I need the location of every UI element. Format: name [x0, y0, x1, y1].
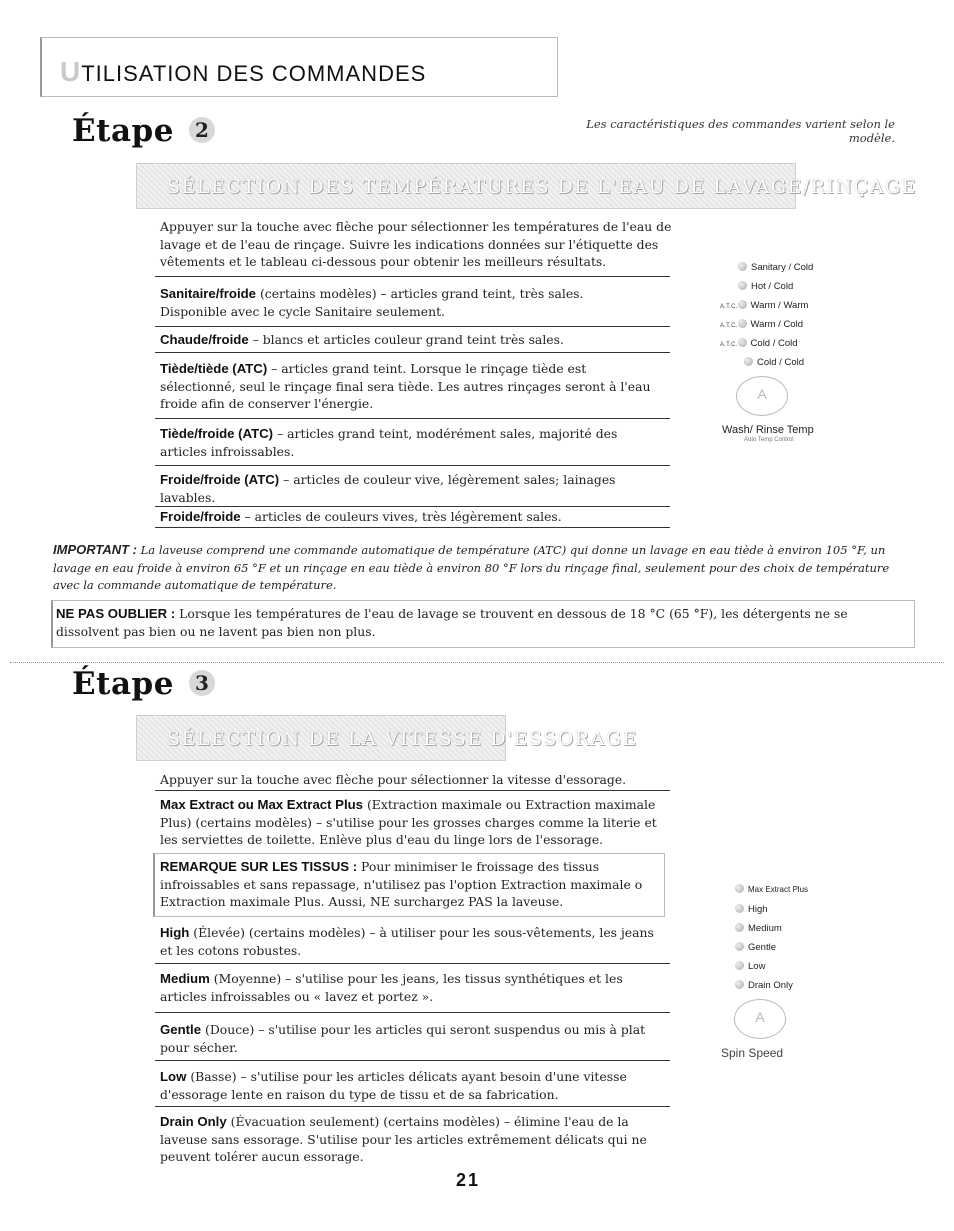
arrow-icon: A [757, 386, 767, 402]
divider [155, 276, 670, 277]
indicator-light-icon [735, 961, 744, 970]
fabric-note-text: Pour minimiser le froissage des tissus infroissables et sans repassage, n'utilisez pas l'option Extraction maximale o Extraction maximale Plus. Aussi, NE surchargez PAS la laveuse. [160, 859, 643, 909]
step3-intro: Appuyer sur la touche avec flèche pour sélectionner la vitesse d'essorage. [160, 772, 627, 787]
temp-item-sanitary [160, 285, 630, 320]
spin-option[interactable]: Low [735, 961, 765, 972]
divider [155, 418, 670, 419]
divider [155, 527, 670, 528]
item-desc: – articles de couleurs vives, très légèrement sales. [240, 509, 562, 524]
item-desc: (Moyenne) – s'utilise pour les jeans, les tissus synthétiques et les articles infroissables ou « lavez et portez ». [160, 971, 623, 1004]
page-number: 21 [456, 1170, 481, 1190]
temp-option[interactable]: A.T.C. Warm / Warm [720, 300, 809, 311]
indicator-light-icon [735, 884, 744, 893]
indicator-light-icon [735, 980, 744, 989]
step3-etape-label: Étape [72, 666, 174, 702]
item-term: Low [160, 1069, 187, 1084]
temp-option[interactable]: A.T.C. Warm / Cold [720, 319, 803, 330]
indicator-light-icon [735, 923, 744, 932]
item-desc: – blancs et articles couleur grand teint très sales. [248, 332, 564, 347]
item-desc: – articles grand teint. Lorsque le rinçage tiède est sélectionné, seul le rinçage final sera tiède. Les autres rinçages seront à l'eau froide afin de conserver l'énergie. [160, 361, 651, 411]
important-text: La laveuse comprend une commande automatique de température (ATC) qui donne un lavage en eau tiède à environ 105 °F, un lavage en eau froide à environ 65 °F et un rinçage en eau tiède à environ 80 °F lors du rinçage final, seulement pour des choix de température avec la commande automatique de température. [53, 543, 890, 592]
spin-item-high [160, 924, 665, 959]
item-term: Froide/froide (ATC) [160, 472, 280, 487]
item-desc: – articles grand teint, modérément sales, majorité des articles infroissables. [160, 426, 618, 459]
reminder-text: Lorsque les températures de l'eau de lavage se trouvent en dessous de 18 °C (65 °F), les détergents ne se dissolvent pas bien ou ne lavent pas bien non plus. [56, 606, 848, 639]
spin-option[interactable]: Medium [735, 923, 782, 934]
item-term: Drain Only [160, 1114, 227, 1129]
spin-speed-button[interactable] [734, 999, 786, 1039]
spin-item-max-extract [160, 796, 665, 849]
spin-item-low [160, 1068, 640, 1103]
item-desc: (Douce) – s'utilise pour les articles qui seront suspendus ou mis à plat pour sécher. [160, 1022, 646, 1055]
arrow-icon: A [755, 1009, 765, 1025]
step3-number-badge: 3 [189, 670, 215, 696]
reminder-note [56, 605, 906, 640]
step2-banner: SÉLECTION DES TEMPÉRATURES DE L'EAU DE LAVAGE/RINÇAGE [136, 163, 796, 209]
models-note: Les caractéristiques des commandes varient selon le modèle. [586, 117, 895, 145]
step2-heading [72, 113, 215, 149]
divider [155, 790, 670, 791]
spin-option[interactable]: Gentle [735, 942, 776, 953]
section-title-rest: TILISATION DES COMMANDES [81, 61, 427, 86]
section-title-initial: U [60, 56, 82, 87]
item-term: Max Extract ou Max Extract Plus [160, 797, 364, 812]
temp-option[interactable]: A.T.C. Cold / Cold [720, 338, 798, 349]
item-term: Medium [160, 971, 210, 986]
section-title [60, 56, 426, 88]
step3-heading [72, 666, 215, 702]
item-desc: (Extraction maximale ou Extraction maximale Plus) (certains modèles) – s'utilise pour les grosses charges comme la literie et les serviettes de toilette. Enlève plus d'eau du linge lors de l'essorage. [160, 797, 657, 847]
indicator-light-icon [738, 338, 747, 347]
temp-item-cold-cold-atc [160, 471, 665, 506]
divider [155, 1012, 670, 1013]
spin-item-medium [160, 970, 650, 1005]
divider [155, 326, 670, 327]
indicator-light-icon [738, 281, 747, 290]
section-separator [10, 662, 944, 663]
item-term: Chaude/froide [160, 332, 249, 347]
auto-temp-control-label: Auto Temp Control [744, 437, 794, 443]
wash-rinse-temp-button[interactable] [736, 376, 788, 416]
spin-speed-label: Spin Speed [721, 1046, 784, 1060]
step2-number-badge: 2 [189, 117, 215, 143]
important-note [53, 541, 913, 595]
divider [155, 506, 670, 507]
spin-option[interactable]: High [735, 904, 768, 915]
divider [155, 1060, 670, 1061]
step2-intro: Appuyer sur la touche avec flèche pour sélectionner les températures de l'eau de lavage et de l'eau de rinçage. Suivre les indications données sur l'étiquette des vêtements et le tableau ci-dessous pour obtenir les meilleurs résultats. [160, 219, 672, 269]
indicator-light-icon [738, 262, 747, 271]
item-desc: (Basse) – s'utilise pour les articles délicats ayant besoin d'une vitesse d'essorage lente en raison du type de tissu et de sa fabrication. [160, 1069, 627, 1102]
item-term: Tiède/froide (ATC) [160, 426, 274, 441]
important-lead: IMPORTANT : [53, 542, 138, 557]
divider [155, 352, 670, 353]
reminder-lead: NE PAS OUBLIER : [56, 606, 176, 621]
temp-option[interactable]: Sanitary / Cold [738, 262, 813, 273]
spin-option[interactable]: Max Extract Plus [735, 884, 808, 894]
temp-item-warm-cold [160, 425, 665, 460]
indicator-light-icon [738, 319, 747, 328]
section-header-box [40, 37, 558, 97]
item-desc: (Élevée) (certains modèles) – à utiliser pour les sous-vêtements, les jeans et les cotons robustes. [160, 925, 654, 958]
wash-rinse-temp-label: Wash/ Rinse Temp [722, 424, 814, 436]
item-term: Tiède/tiède (ATC) [160, 361, 268, 376]
temp-item-warm-warm [160, 360, 665, 413]
indicator-light-icon [735, 942, 744, 951]
indicator-light-icon [738, 300, 747, 309]
divider [155, 1106, 670, 1107]
temp-option[interactable]: Hot / Cold [738, 281, 793, 292]
divider [155, 963, 670, 964]
item-desc: – articles de couleur vive, légèrement sales; lainages lavables. [160, 472, 616, 505]
divider [155, 465, 670, 466]
temp-item-cold-cold [160, 508, 670, 526]
indicator-light-icon [735, 904, 744, 913]
step3-banner: SÉLECTION DE LA VITESSE D'ESSORAGE [136, 715, 506, 761]
fabric-note-lead: REMARQUE SUR LES TISSUS : [160, 859, 358, 874]
temp-item-hot-cold [160, 331, 670, 349]
item-desc: (Évacuation seulement) (certains modèles) – élimine l'eau de la laveuse sans essorage. S'utilise pour les articles extrêmement délicats qui ne peuvent tolérer aucun essorage. [160, 1114, 647, 1164]
spin-option[interactable]: Drain Only [735, 980, 793, 991]
spin-item-gentle [160, 1021, 665, 1056]
fabric-note [160, 858, 655, 911]
step2-etape-label: Étape [72, 113, 174, 149]
item-term: Gentle [160, 1022, 202, 1037]
temp-option[interactable]: Cold / Cold [744, 357, 804, 368]
indicator-light-icon [744, 357, 753, 366]
item-desc: (certains modèles) – articles grand teint, très sales. Disponible avec le cycle Sanitaire seulement. [160, 286, 584, 319]
item-term: Froide/froide [160, 509, 241, 524]
item-term: Sanitaire/froide [160, 286, 257, 301]
spin-item-drain-only [160, 1113, 650, 1166]
item-term: High [160, 925, 190, 940]
